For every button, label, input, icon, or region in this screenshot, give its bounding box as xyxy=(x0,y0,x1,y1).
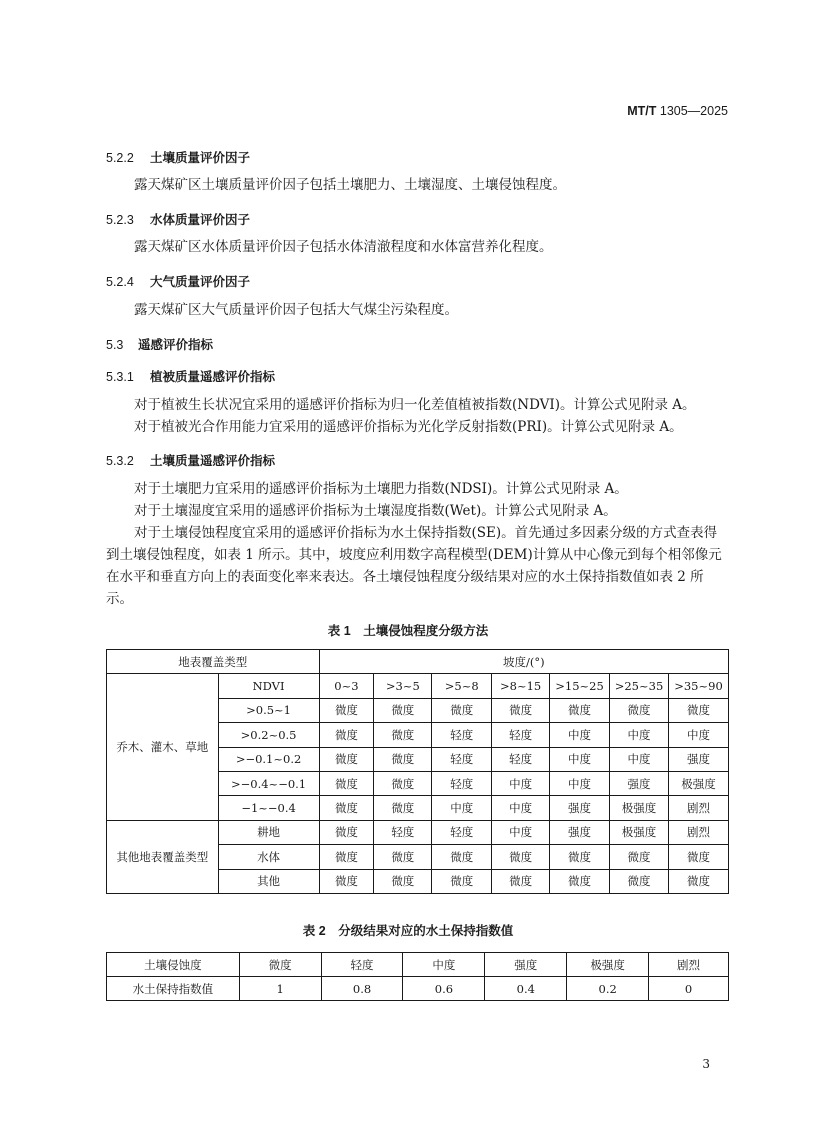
table-row xyxy=(107,820,729,844)
table-cell: 极强度 xyxy=(668,771,728,795)
table-cell: 微度 xyxy=(432,845,492,869)
row-label: −1~−0.4 xyxy=(218,796,319,820)
header-cover-type: 地表覆盖类型 xyxy=(107,650,320,674)
table-cell: 轻度 xyxy=(492,723,550,747)
table-cell: 中度 xyxy=(550,747,610,771)
level-cell: 剧烈 xyxy=(649,953,729,977)
slope-cell: >3~5 xyxy=(374,674,432,698)
value-cell: 0.4 xyxy=(485,977,567,1001)
table-cell: 微度 xyxy=(319,771,374,795)
paragraph-5-3-2 xyxy=(106,478,730,610)
table-cell: 微度 xyxy=(550,845,610,869)
table-cell: 微度 xyxy=(374,796,432,820)
row-label: >−0.4~−0.1 xyxy=(218,771,319,795)
table-cell: 微度 xyxy=(319,820,374,844)
paragraph-text: 对于植被生长状况宜采用的遥感评价指标为归一化差值植被指数(NDVI)。计算公式见附录 A。 xyxy=(134,397,696,413)
value-cell: 0.2 xyxy=(567,977,649,1001)
table-cell: 微度 xyxy=(610,869,669,893)
table-cell: 微度 xyxy=(550,698,610,722)
paragraph-text: 露天煤矿区大气质量评价因子包括大气煤尘污染程度。 xyxy=(134,302,458,318)
table-cell: 微度 xyxy=(374,698,432,722)
heading-5-2-2 xyxy=(106,148,250,166)
heading-number: 5.3 xyxy=(106,338,124,352)
table-cell: 轻度 xyxy=(432,747,492,771)
paragraph-text: 露天煤矿区土壤质量评价因子包括土壤肥力、土壤湿度、土壤侵蚀程度。 xyxy=(134,177,566,193)
group-vegetation-label: 乔木、灌木、草地 xyxy=(107,674,219,820)
value-cell: 1 xyxy=(239,977,321,1001)
table-cell: 微度 xyxy=(492,869,550,893)
paragraph-text: 对于土壤湿度宜采用的遥感评价指标为土壤湿度指数(Wet)。计算公式见附录 A。 xyxy=(134,503,617,519)
erosion-grading-table xyxy=(106,649,729,894)
group-other-label: 其他地表覆盖类型 xyxy=(107,820,219,893)
row-label: >0.5~1 xyxy=(218,698,319,722)
table-slope-row xyxy=(107,674,729,698)
table-cell: 微度 xyxy=(374,845,432,869)
row-label: 其他 xyxy=(218,869,319,893)
heading-number: 5.2.4 xyxy=(106,275,134,289)
value-cell: 0.8 xyxy=(321,977,403,1001)
table-cell: 微度 xyxy=(319,723,374,747)
paragraph-5-2-3 xyxy=(106,236,730,258)
table-cell: 微度 xyxy=(374,771,432,795)
table-cell: 强度 xyxy=(668,747,728,771)
slope-cell: >35~90 xyxy=(668,674,728,698)
table-cell: 微度 xyxy=(374,747,432,771)
table-cell: 轻度 xyxy=(374,820,432,844)
table-cell: 剧烈 xyxy=(668,820,728,844)
heading-5-2-4 xyxy=(106,272,250,290)
table-2-caption: 表 2 分级结果对应的水土保持指数值 xyxy=(302,924,514,938)
ndvi-label: NDVI xyxy=(218,674,319,698)
table-cell: 微度 xyxy=(374,869,432,893)
slope-cell: 0~3 xyxy=(319,674,374,698)
paragraph-text: 对于土壤肥力宜采用的遥感评价指标为土壤肥力指数(NDSI)。计算公式见附录 A。 xyxy=(134,481,628,497)
table-cell: 中度 xyxy=(492,771,550,795)
row-label: 水体 xyxy=(218,845,319,869)
table-cell: 轻度 xyxy=(432,820,492,844)
table-cell: 微度 xyxy=(319,845,374,869)
table-cell: 微度 xyxy=(668,869,728,893)
paragraph-5-2-4 xyxy=(106,299,730,321)
table-cell: 微度 xyxy=(668,698,728,722)
table-cell: 中度 xyxy=(550,771,610,795)
table-cell: 微度 xyxy=(374,723,432,747)
table-cell: 剧烈 xyxy=(668,796,728,820)
table-cell: 中度 xyxy=(492,796,550,820)
paragraph-text: 露天煤矿区水体质量评价因子包括水体清澈程度和水体富营养化程度。 xyxy=(134,239,553,255)
slope-cell: >8~15 xyxy=(492,674,550,698)
row-label: 耕地 xyxy=(218,820,319,844)
table-row xyxy=(107,953,729,977)
table-1-caption: 表 1 土壤侵蚀程度分级方法 xyxy=(327,624,489,638)
table-cell: 微度 xyxy=(319,796,374,820)
row-label: >0.2~0.5 xyxy=(218,723,319,747)
heading-title: 土壤质量遥感评价指标 xyxy=(150,454,276,468)
row-header: 水土保持指数值 xyxy=(107,977,240,1001)
heading-number: 5.3.1 xyxy=(106,370,134,384)
table-cell: 强度 xyxy=(550,796,610,820)
table-cell: 微度 xyxy=(319,747,374,771)
table-cell: 强度 xyxy=(610,771,669,795)
table-cell: 中度 xyxy=(610,747,669,771)
slope-cell: >5~8 xyxy=(432,674,492,698)
conservation-index-table xyxy=(106,952,729,1001)
value-cell: 0.6 xyxy=(403,977,485,1001)
table-cell: 轻度 xyxy=(492,747,550,771)
table-cell: 微度 xyxy=(492,698,550,722)
slope-cell: >25~35 xyxy=(610,674,669,698)
level-cell: 轻度 xyxy=(321,953,403,977)
standard-code xyxy=(627,104,728,118)
level-cell: 强度 xyxy=(485,953,567,977)
heading-number: 5.2.2 xyxy=(106,151,134,165)
table-cell: 微度 xyxy=(550,869,610,893)
table-cell: 轻度 xyxy=(432,723,492,747)
table-cell: 微度 xyxy=(610,845,669,869)
level-cell: 极强度 xyxy=(567,953,649,977)
standard-code-number: 1305—2025 xyxy=(659,104,728,118)
level-cell: 中度 xyxy=(403,953,485,977)
table-cell: 中度 xyxy=(550,723,610,747)
table-cell: 微度 xyxy=(319,698,374,722)
heading-number: 5.3.2 xyxy=(106,454,134,468)
table-cell: 轻度 xyxy=(432,771,492,795)
header-slope: 坡度/(°) xyxy=(319,650,728,674)
heading-title: 大气质量评价因子 xyxy=(150,275,251,289)
row-label: >−0.1~0.2 xyxy=(218,747,319,771)
paragraph-5-3-1 xyxy=(106,394,730,438)
heading-5-3-1 xyxy=(106,367,275,385)
table-cell: 中度 xyxy=(492,820,550,844)
table-cell: 中度 xyxy=(668,723,728,747)
table-header-row xyxy=(107,650,729,674)
table-cell: 极强度 xyxy=(610,820,669,844)
table-cell: 微度 xyxy=(610,698,669,722)
heading-number: 5.2.3 xyxy=(106,213,134,227)
table-cell: 微度 xyxy=(668,845,728,869)
page-number: 3 xyxy=(702,1057,710,1071)
level-cell: 微度 xyxy=(239,953,321,977)
heading-title: 水体质量评价因子 xyxy=(150,213,251,227)
table-cell: 微度 xyxy=(492,845,550,869)
standard-code-prefix: MT/T xyxy=(627,104,657,118)
heading-5-2-3 xyxy=(106,210,250,228)
table-cell: 中度 xyxy=(610,723,669,747)
table-cell: 中度 xyxy=(432,796,492,820)
value-cell: 0 xyxy=(649,977,729,1001)
table-cell: 微度 xyxy=(432,869,492,893)
table-row xyxy=(107,977,729,1001)
table-cell: 微度 xyxy=(432,698,492,722)
paragraph-text: 对于土壤侵蚀程度宜采用的遥感评价指标为水土保持指数(SE)。首先通过多因素分级的方式查表得到土壤侵蚀程度，如表 1 所示。其中，坡度应利用数字高程模型(DEM)计算从中心像元到每个相邻像元在水平和垂直方向上的表面变化率来表达。各土壤侵蚀程度分级结果对应的水土保持指数值如表 2 所示。 xyxy=(106,525,722,607)
table-cell: 微度 xyxy=(319,869,374,893)
row-header: 土壤侵蚀度 xyxy=(107,953,240,977)
paragraph-5-2-2 xyxy=(106,174,730,196)
paragraph-text: 对于植被光合作用能力宜采用的遥感评价指标为光化学反射指数(PRI)。计算公式见附录 A。 xyxy=(134,419,683,435)
heading-title: 植被质量遥感评价指标 xyxy=(150,370,276,384)
slope-cell: >15~25 xyxy=(550,674,610,698)
heading-title: 土壤质量评价因子 xyxy=(150,151,251,165)
table-cell: 极强度 xyxy=(610,796,669,820)
heading-5-3 xyxy=(106,335,213,353)
heading-5-3-2 xyxy=(106,451,275,469)
table-cell: 强度 xyxy=(550,820,610,844)
heading-title: 遥感评价指标 xyxy=(138,338,214,352)
